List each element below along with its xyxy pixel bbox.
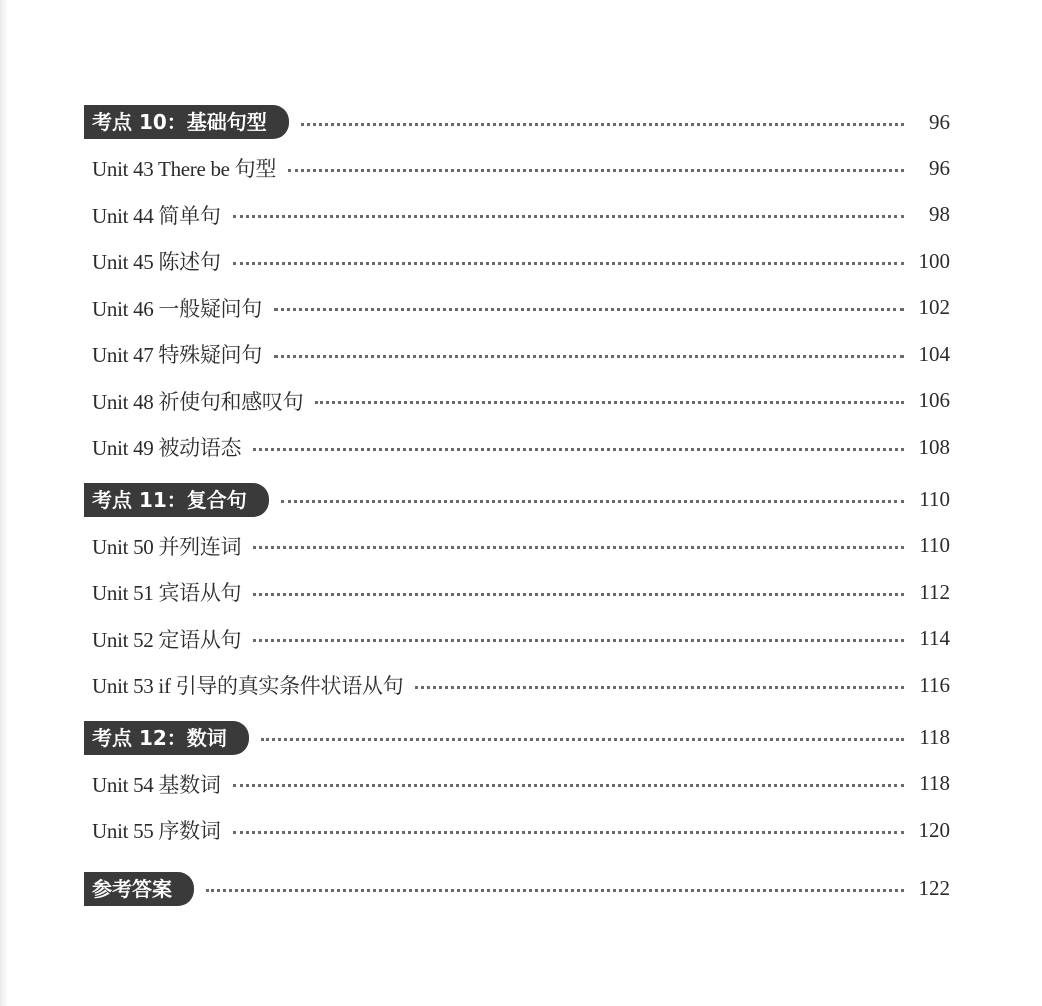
dot-leader bbox=[233, 215, 904, 218]
page-number: 110 bbox=[919, 487, 950, 511]
dot-leader bbox=[274, 308, 904, 311]
unit-title: Unit 46 一般疑问句 bbox=[92, 296, 262, 321]
unit-title: Unit 49 被动语态 bbox=[92, 436, 242, 461]
toc-unit-row[interactable] bbox=[84, 145, 950, 192]
toc-section-row[interactable] bbox=[84, 99, 950, 145]
dot-leader bbox=[288, 169, 904, 172]
toc-unit-row[interactable] bbox=[84, 285, 950, 332]
unit-title: Unit 47 特殊疑问句 bbox=[92, 343, 262, 368]
toc-unit-row[interactable] bbox=[84, 761, 950, 808]
unit-title: Unit 43 There be 句型 bbox=[92, 157, 277, 182]
page-number: 122 bbox=[918, 876, 950, 900]
toc-unit-row[interactable] bbox=[84, 424, 950, 471]
page-number: 112 bbox=[919, 579, 950, 604]
unit-title: Unit 45 陈述句 bbox=[92, 250, 221, 275]
section-tab: 参考答案 bbox=[84, 872, 194, 906]
dot-leader bbox=[253, 639, 904, 642]
page-number: 104 bbox=[918, 341, 950, 366]
unit-title: Unit 54 基数词 bbox=[92, 772, 221, 797]
page-number: 96 bbox=[929, 155, 950, 180]
table-of-contents bbox=[84, 99, 950, 912]
unit-title: Unit 53 if 引导的真实条件状语从句 bbox=[92, 674, 404, 699]
dot-leader bbox=[261, 738, 904, 741]
dot-leader bbox=[281, 500, 904, 503]
dot-leader bbox=[253, 593, 904, 596]
dot-leader bbox=[253, 448, 904, 451]
toc-unit-row[interactable] bbox=[84, 569, 950, 616]
dot-leader bbox=[233, 784, 904, 787]
page-number: 114 bbox=[919, 626, 950, 651]
section-tab: 考点 12：数词 bbox=[84, 721, 249, 755]
section-tab: 考点 11：复合句 bbox=[84, 483, 269, 517]
toc-unit-row[interactable] bbox=[84, 378, 950, 425]
unit-title: Unit 55 序数词 bbox=[92, 819, 221, 844]
toc-section-row[interactable] bbox=[84, 477, 950, 523]
toc-unit-row[interactable] bbox=[84, 807, 950, 854]
toc-unit-row[interactable] bbox=[84, 662, 950, 709]
dot-leader bbox=[274, 355, 904, 358]
unit-title: Unit 50 并列连词 bbox=[92, 534, 242, 559]
page-number: 118 bbox=[919, 725, 950, 749]
page-number: 98 bbox=[929, 202, 950, 227]
toc-section-row[interactable] bbox=[84, 866, 950, 912]
page-number: 110 bbox=[919, 533, 950, 558]
dot-leader bbox=[315, 401, 904, 404]
dot-leader bbox=[233, 262, 904, 265]
unit-title: Unit 48 祈使句和感叹句 bbox=[92, 389, 304, 414]
unit-title: Unit 44 简单句 bbox=[92, 203, 221, 228]
toc-unit-row[interactable] bbox=[84, 523, 950, 570]
unit-title: Unit 52 定语从句 bbox=[92, 627, 242, 652]
page-number: 108 bbox=[918, 434, 950, 459]
toc-unit-row[interactable] bbox=[84, 616, 950, 663]
page-number: 96 bbox=[929, 109, 950, 134]
unit-title: Unit 51 宾语从句 bbox=[92, 581, 242, 606]
toc-section-row[interactable] bbox=[84, 715, 950, 761]
page-number: 118 bbox=[919, 771, 950, 796]
page-number: 116 bbox=[919, 672, 950, 697]
section-tab: 考点 10：基础句型 bbox=[84, 105, 289, 139]
page-number: 100 bbox=[918, 248, 950, 273]
toc-unit-row[interactable] bbox=[84, 192, 950, 239]
dot-leader bbox=[301, 123, 904, 126]
dot-leader bbox=[206, 889, 904, 892]
page-number: 106 bbox=[918, 388, 950, 413]
dot-leader bbox=[253, 546, 904, 549]
toc-unit-row[interactable] bbox=[84, 238, 950, 285]
toc-unit-row[interactable] bbox=[84, 331, 950, 378]
dot-leader bbox=[233, 831, 904, 834]
page-number: 120 bbox=[918, 817, 950, 842]
dot-leader bbox=[415, 686, 904, 689]
page-number: 102 bbox=[918, 295, 950, 320]
